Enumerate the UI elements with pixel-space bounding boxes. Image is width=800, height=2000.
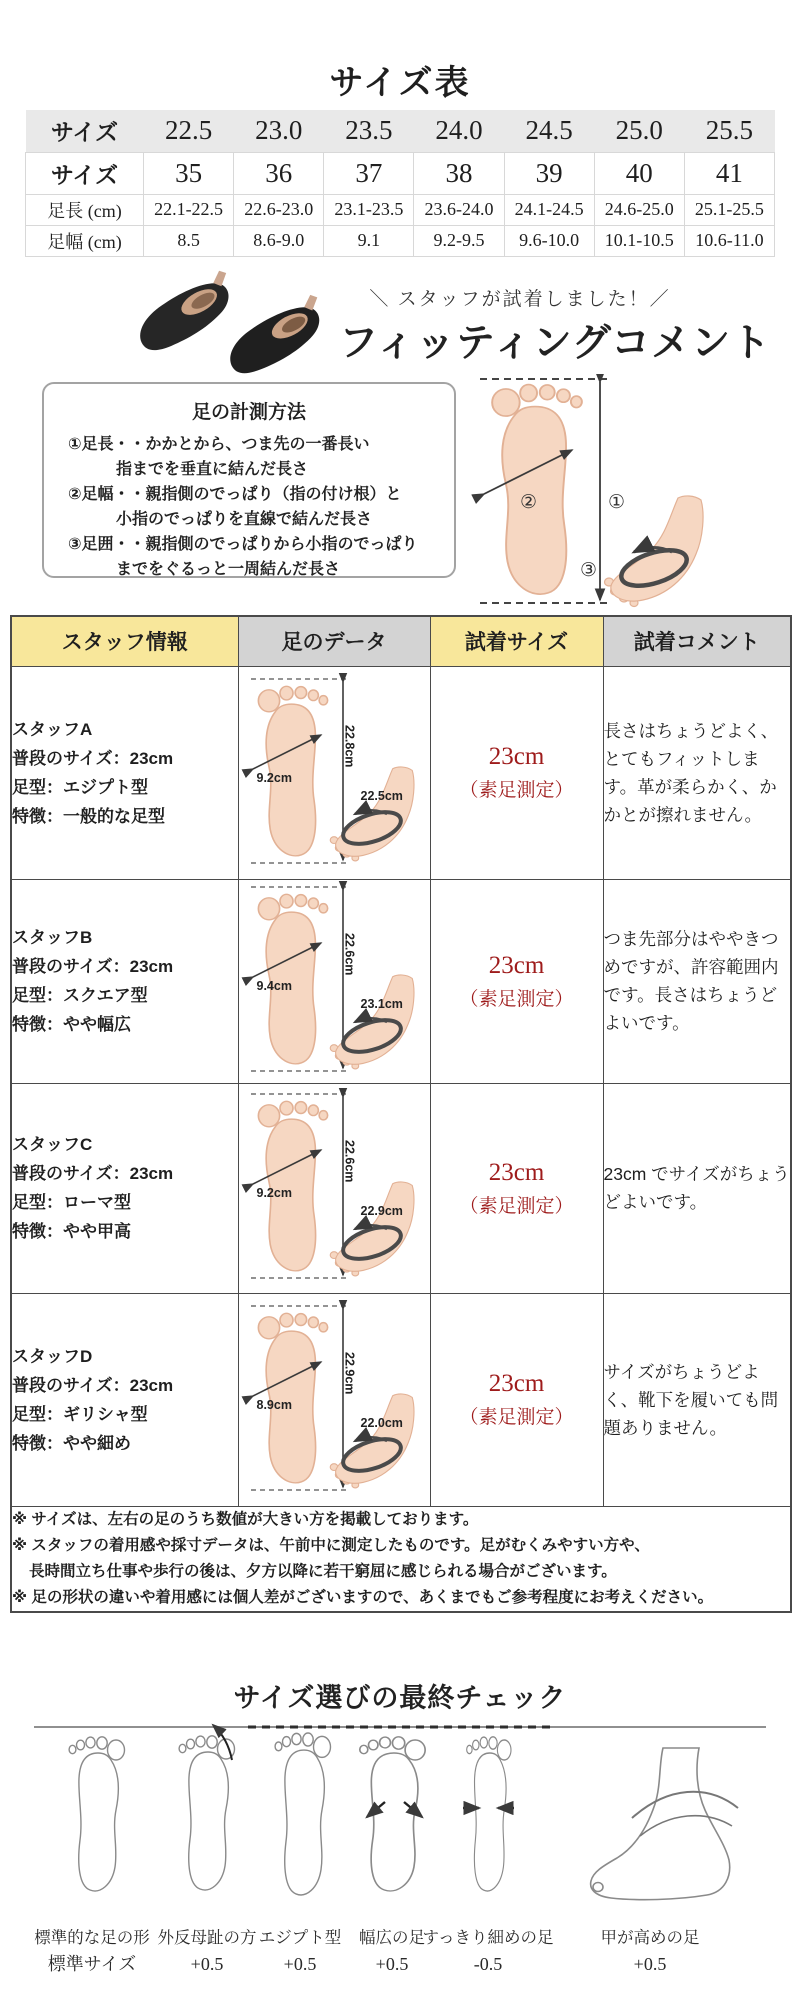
foot-type-label-narrow: すっきり細めの足 -0.5 xyxy=(422,1928,554,1974)
size-cell: 25.0 xyxy=(594,110,684,152)
size-cell: 22.5 xyxy=(144,110,234,152)
try-comment: 23cm でサイズがちょうどよいです。 xyxy=(603,1083,791,1293)
foot-length-value: 22.9cm xyxy=(342,1351,357,1394)
staff-info xyxy=(11,879,238,1083)
size-cell: 24.6-25.0 xyxy=(594,194,684,225)
size-chart-table xyxy=(25,110,775,257)
try-size-note: （素足測定） xyxy=(459,988,574,1010)
try-size-note: （素足測定） xyxy=(459,1195,574,1217)
size-cell: 10.6-11.0 xyxy=(684,225,774,256)
staff-name: スタッフA xyxy=(12,719,93,739)
foot-data-diagram xyxy=(239,1088,431,1288)
foot-data-diagram xyxy=(239,881,431,1081)
measurement-method-items xyxy=(68,432,454,582)
try-size-cell xyxy=(430,879,603,1083)
size-cell: 41 xyxy=(684,152,774,194)
foot-width-value: 8.9cm xyxy=(256,1397,292,1412)
foot-data-cell xyxy=(238,666,430,879)
staff-foot-type: 足型：ローマ型 xyxy=(12,1193,131,1212)
staff-table-header xyxy=(11,616,791,666)
foot-measurement-diagram xyxy=(468,374,732,614)
staff-row-b xyxy=(11,879,791,1083)
final-check-title: サイズ選びの最終チェック xyxy=(233,1683,567,1713)
try-size-value: 23cm xyxy=(488,1370,545,1397)
try-comment: つま先部分はややきつめですが、許容範囲内です。長さはちょうどよいです。 xyxy=(603,879,791,1083)
back-shoe xyxy=(135,270,233,351)
foot-girth-value: 22.5cm xyxy=(360,788,403,803)
fitting-heading: フィッティングコメント xyxy=(338,322,772,365)
size-cell: 23.5 xyxy=(324,110,414,152)
staff-name: スタッフC xyxy=(12,1135,93,1154)
staff-fitting-table xyxy=(10,615,792,1613)
foot-data-cell xyxy=(238,879,430,1083)
size-cell: 36 xyxy=(234,152,324,194)
size-chart-row-footlength xyxy=(26,194,775,225)
staff-row-c xyxy=(11,1083,791,1293)
staff-row-a xyxy=(11,666,791,879)
notes-row xyxy=(11,1506,791,1612)
try-size-value: 23cm xyxy=(488,951,545,979)
try-size-note: （素足測定） xyxy=(459,1407,574,1428)
try-comment: 長さはちょうどよく、とてもフィットします。革が柔らかく、かかとが擦れません。 xyxy=(603,666,791,879)
staff-name: スタッフB xyxy=(12,928,93,947)
foot-top-view xyxy=(492,385,582,595)
size-cell: 35 xyxy=(144,152,234,194)
fitting-tagline: ＼ スタッフが試着しました！／ xyxy=(369,289,671,310)
foot-type-label-high-instep: 甲が高めの足 +0.5 xyxy=(600,1928,700,1974)
try-size-cell xyxy=(430,1293,603,1506)
row-label: サイズ xyxy=(26,110,144,152)
measure-item-girth: ③足囲・・親指側のでっぱりから小指のでっぱり までをぐるっと一周結んだ長さ xyxy=(68,536,418,578)
front-shoe xyxy=(226,294,322,374)
foot-types-illustration xyxy=(20,1718,780,1918)
size-cell: 25.5 xyxy=(684,110,774,152)
foot-data-cell xyxy=(238,1293,430,1506)
try-size-value: 23cm xyxy=(488,1158,545,1186)
size-cell: 39 xyxy=(504,152,594,194)
foot-illustration-standard xyxy=(69,1737,124,1891)
header-try-size: 試着サイズ xyxy=(430,616,603,666)
foot-type-label-bunion: 外反母趾の方 +0.5 xyxy=(157,1928,257,1974)
foot-illustration-high-instep xyxy=(591,1748,738,1900)
foot-girth-value: 23.1cm xyxy=(360,997,403,1011)
size-cell: 40 xyxy=(594,152,684,194)
try-size-cell xyxy=(430,1083,603,1293)
row-label: 足長 (cm) xyxy=(26,194,144,225)
size-cell: 9.2-9.5 xyxy=(414,225,504,256)
row-label: 足幅 (cm) xyxy=(26,225,144,256)
row-label: サイズ xyxy=(26,152,144,194)
size-cell: 23.0 xyxy=(234,110,324,152)
staff-name: スタッフD xyxy=(12,1346,93,1366)
size-chart-row-jp xyxy=(26,110,775,152)
note-line: ※ サイズは、左右の足のうち数値が大きい方を掲載しております。 xyxy=(12,1510,479,1528)
staff-foot-type: 足型：スクエア型 xyxy=(12,986,148,1005)
foot-width-value: 9.4cm xyxy=(256,979,292,993)
try-comment: サイズがちょうどよく、靴下を履いても問題ありません。 xyxy=(603,1293,791,1506)
staff-usual-size: 普段のサイズ：23cm xyxy=(12,1164,174,1183)
measure-item-length: ①足長・・かかとから、つま先の一番長い 指までを垂直に結んだ長さ xyxy=(68,436,370,478)
foot-illustration-bunion xyxy=(179,1736,234,1890)
size-chart-title: サイズ表 xyxy=(329,65,471,102)
size-cell: 24.1-24.5 xyxy=(504,194,594,225)
staff-info xyxy=(11,1083,238,1293)
staff-feature: 特徴：やや幅広 xyxy=(12,1015,131,1034)
foot-length-value: 22.8cm xyxy=(342,724,357,767)
note-line: ※ 足の形状の違いや着用感には個人差がございますので、あくまでもご参考程度にお考えください。 xyxy=(12,1588,714,1606)
note-line: 長時間立ち仕事や歩行の後は、夕方以降に若干窮屈に感じられる場合がございます。 xyxy=(29,1562,617,1580)
foot-measurement-diagram-svg xyxy=(468,374,732,614)
size-cell: 10.1-10.5 xyxy=(594,225,684,256)
size-cell: 25.1-25.5 xyxy=(684,194,774,225)
note-line: ※ スタッフの着用感や採寸データは、午前中に測定したものです。足がむくみやすい方や、 xyxy=(12,1536,650,1554)
measure-item-width: ②足幅・・親指側のでっぱり（指の付け根）と 小指のでっぱりを直線で結んだ長さ xyxy=(68,486,402,528)
size-cell: 9.1 xyxy=(324,225,414,256)
staff-usual-size: 普段のサイズ：23cm xyxy=(12,1375,174,1395)
foot-length-value: 22.6cm xyxy=(342,933,357,976)
size-cell: 23.1-23.5 xyxy=(324,194,414,225)
size-cell: 22.6-23.0 xyxy=(234,194,324,225)
foot-data-cell xyxy=(238,1083,430,1293)
foot-girth-value: 22.9cm xyxy=(360,1204,403,1218)
size-cell: 8.5 xyxy=(144,225,234,256)
staff-info xyxy=(11,666,238,879)
staff-row-d xyxy=(11,1293,791,1506)
size-cell: 24.5 xyxy=(504,110,594,152)
staff-foot-type: 足型：エジプト型 xyxy=(12,777,148,797)
staff-usual-size: 普段のサイズ：23cm xyxy=(12,957,174,976)
size-chart-row-eu xyxy=(26,152,775,194)
header-staff-info: スタッフ情報 xyxy=(11,616,238,666)
staff-info xyxy=(11,1293,238,1506)
staff-feature: 特徴：一般的な足型 xyxy=(12,806,165,826)
size-cell: 37 xyxy=(324,152,414,194)
size-cell: 38 xyxy=(414,152,504,194)
size-cell: 8.6-9.0 xyxy=(234,225,324,256)
staff-feature: 特徴：やや甲高 xyxy=(12,1222,131,1241)
foot-length-value: 22.6cm xyxy=(342,1140,357,1183)
staff-foot-type: 足型：ギリシャ型 xyxy=(12,1404,148,1424)
black-flats-photo-icon xyxy=(132,268,332,376)
foot-illustration-narrow xyxy=(467,1737,511,1891)
staff-feature: 特徴：やや細め xyxy=(12,1433,131,1453)
try-size-cell xyxy=(430,666,603,879)
try-size-note: （素足測定） xyxy=(459,780,574,801)
foot-data-diagram xyxy=(239,673,431,873)
foot-type-label-standard: 標準的な足の形 標準サイズ xyxy=(34,1928,150,1974)
size-cell: 9.6-10.0 xyxy=(504,225,594,256)
staff-usual-size: 普段のサイズ：23cm xyxy=(12,748,174,768)
size-chart-row-footwidth xyxy=(26,225,775,256)
measurement-method-box xyxy=(42,382,456,578)
try-size-value: 23cm xyxy=(488,743,545,770)
foot-type-label-egyptian: エジプト型 +0.5 xyxy=(258,1928,342,1974)
foot-width-value: 9.2cm xyxy=(256,1186,292,1200)
length-number-label: ① xyxy=(608,492,626,513)
size-cell: 24.0 xyxy=(414,110,504,152)
foot-type-label-wide: 幅広の足 +0.5 xyxy=(359,1928,425,1974)
size-cell: 22.1-22.5 xyxy=(144,194,234,225)
size-cell: 23.6-24.0 xyxy=(414,194,504,225)
notes-cell xyxy=(11,1506,791,1612)
girth-number-label: ③ xyxy=(580,560,598,581)
foot-data-diagram xyxy=(239,1300,431,1500)
width-number-label: ② xyxy=(520,492,538,513)
foot-girth-value: 22.0cm xyxy=(360,1415,403,1430)
foot-width-value: 9.2cm xyxy=(256,770,292,785)
measurement-method-title: 足の計測方法 xyxy=(191,402,306,423)
foot-illustration-egyptian xyxy=(275,1733,330,1895)
header-try-comment: 試着コメント xyxy=(603,616,791,666)
header-foot-data: 足のデータ xyxy=(238,616,430,666)
